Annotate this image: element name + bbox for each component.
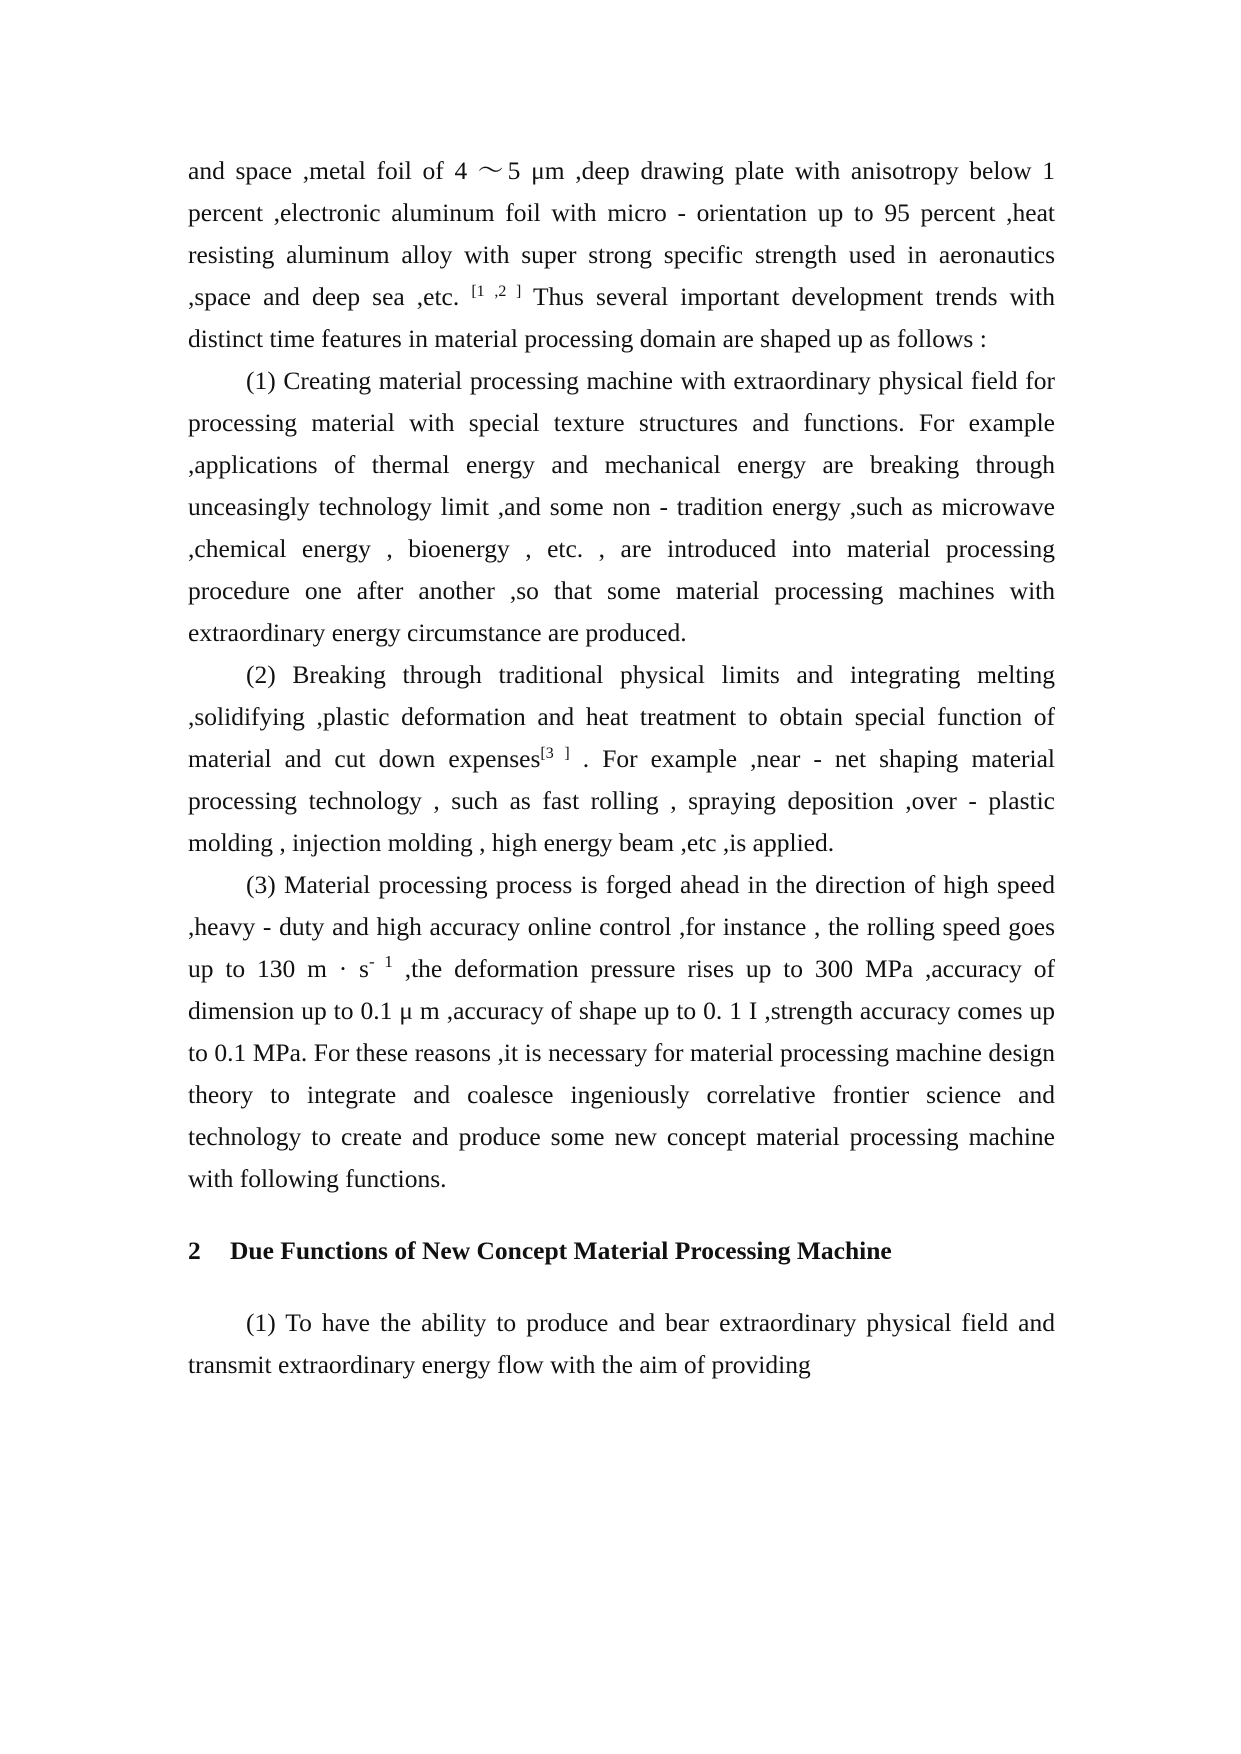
body-text [188, 150, 1055, 1386]
paragraph-text: (2) Breaking through traditional physical limits and integrating melting ,solidifying ,plastic deformation and heat treatment to obtain special function of material and cut down expenses [188, 660, 1055, 773]
paragraph-trend-1: (1) Creating material processing machine with extraordinary physical field for processing material with special texture structures and functions. For example ,applications of thermal energy and mechanical energy are breaking through unceasingly technology limit ,and some non - tradition energy ,such as microwave ,chemical energy , bioenergy , etc. , are introduced into material processing procedure one after another ,so that some material processing machines with extraordinary energy circumstance are produced. [188, 366, 1055, 647]
paragraph-function-1: (1) To have the ability to produce and bear extraordinary physical field and transmit extraordinary energy flow with the aim of providing [188, 1308, 1055, 1379]
paragraph-text: and space ,metal foil of 4 ～5 μm ,deep drawing plate with anisotropy below 1 percent ,electronic aluminum foil with micro - orientation up to 95 percent ,heat resisting aluminum alloy with super strong specific strength used in aeronautics ,space and deep sea ,etc. [188, 156, 1055, 311]
paragraph-text: (3) Material processing process is forged ahead in the direction of high speed ,heavy - duty and high accuracy online control ,for instance , the rolling speed goes up to 130 m · s [188, 870, 1055, 983]
section-heading [188, 1200, 1055, 1302]
section-title: Due Functions of New Concept Material Processing Machine [230, 1236, 892, 1265]
paragraph-text: Thus several important development trends with distinct time features in material processing domain are shaped up as follows : [188, 282, 1055, 353]
unit-exponent: - 1 [369, 952, 393, 971]
paragraph-trend-2 [188, 654, 1055, 864]
citation-3: [3 ] [540, 745, 570, 762]
paragraph-intro-continuation [188, 150, 1055, 360]
citation-1-2: [1 ,2 ] [471, 283, 522, 300]
section-number: 2 [188, 1236, 201, 1265]
paragraph-text: . For example ,near - net shaping material processing technology , such as fast rolling , spraying deposition ,over - plastic molding , injection molding , high energy beam ,etc ,is applied. [188, 744, 1056, 857]
paragraph-trend-3 [188, 864, 1055, 1200]
paragraph-text: ,the deformation pressure rises up to 300 MPa ,accuracy of dimension up to 0.1 μ m ,accuracy of shape up to 0. 1 I ,strength accuracy comes up to 0.1 MPa. For these reasons ,it is necessary for material processing machine design theory to integrate and coalesce ingeniously correlative frontier science and technology to create and produce some new concept material processing machine with following functions. [188, 954, 1055, 1193]
